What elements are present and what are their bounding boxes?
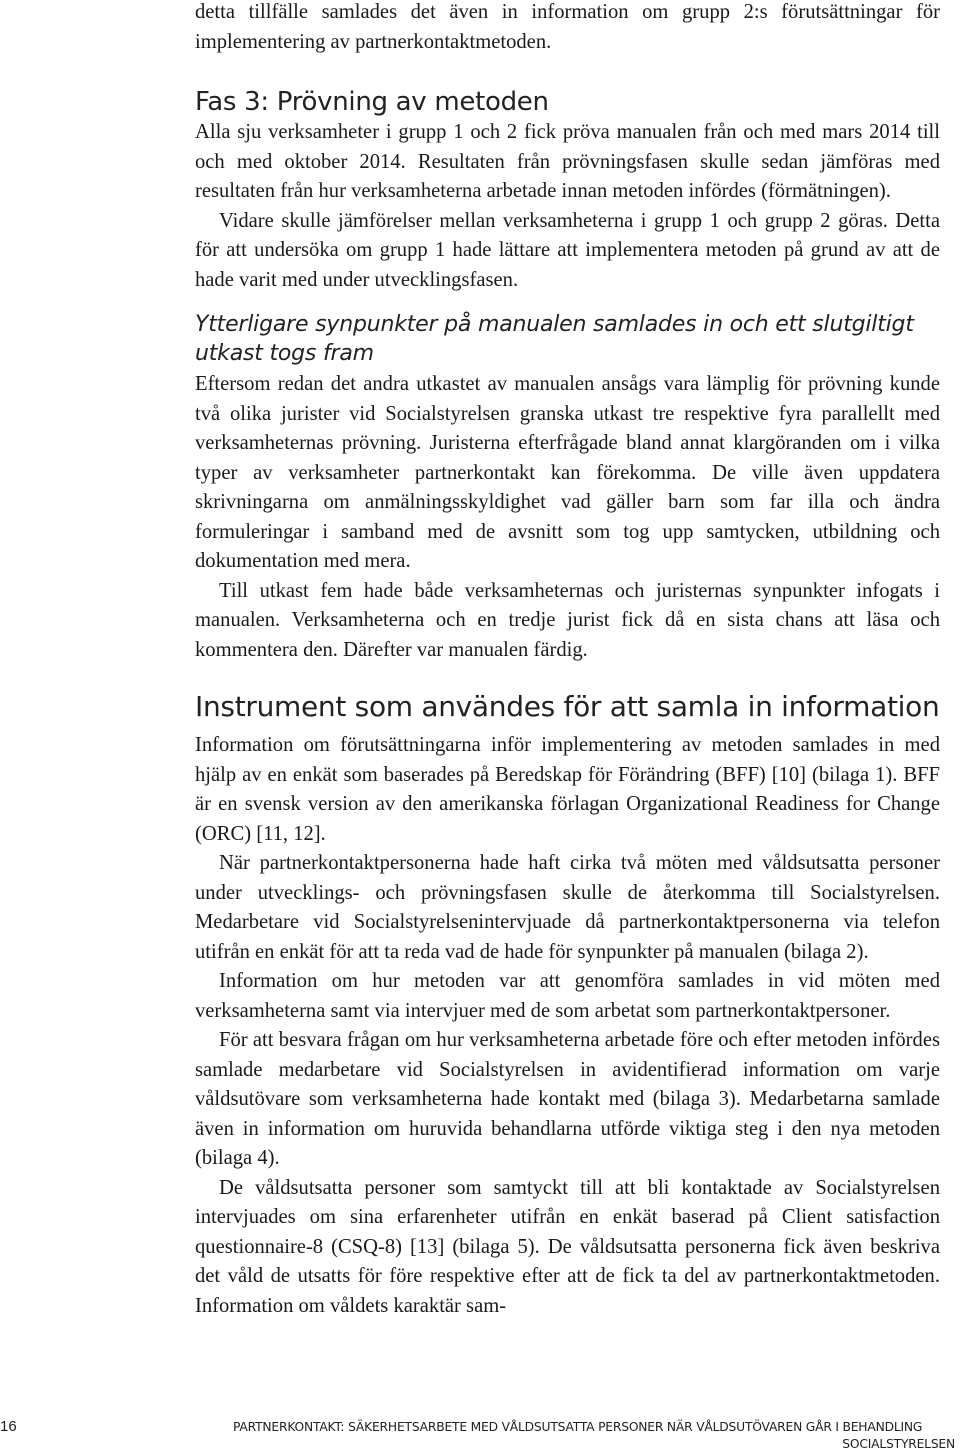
section-heading-instrument: Instrument som användes för att samla in information (195, 690, 940, 723)
instrument-paragraph-5: De våldsutsatta personer som samtyckt till att bli kontaktade av Socialstyrelsen intervjuades om sina erfarenheter utifrån en enkät baserad på Client satisfaction questionnaire-8 (CSQ-8) [13] (bilaga 5). De våldsutsatta personerna fick även beskriva det våld de utsatts för före respektive efter att de fick ta del av partnerkontaktmetoden. Information om våldets karaktär sam- (195, 1176, 940, 1317)
section-heading-fas3: Fas 3: Prövning av metoden (195, 87, 549, 117)
synpunkter-paragraph-2: Till utkast fem hade både verksamheternas och juristernas synpunkter infogats i manualen. Verksamheterna och en tredje jurist fick då en sista chans att läsa och kommentera den. Därefter var manualen färdig. (195, 579, 940, 661)
footer-publisher: SOCIALSTYRELSEN (842, 1437, 955, 1451)
instrument-paragraph-2: När partnerkontaktpersonerna hade haft cirka två möten med våldsutsatta personer under utvecklings- och prövningsfasen skulle de återkomma till Socialstyrelsen. Medarbetare vid Socialstyrelsenintervjuade då partnerkontaktpersonerna via telefon utifrån en enkät för att ta reda vad de hade för synpunkter på manualen (bilaga 2). (195, 852, 940, 963)
instrument-paragraph-4: För att besvara frågan om hur verksamheterna arbetade före och efter metoden infördes samlade medarbetare vid Socialstyrelsen in avidentifierad information om varje våldsutövare som verksamheterna hade kontakt med (bilaga 3). Medarbetarna samlade även in information om huruvida behandlarna utförde viktiga steg i den nya metoden (bilaga 4). (195, 1029, 940, 1169)
instrument-paragraph-1: Information om förutsättningarna inför implementering av metoden samlades in med hjälp av en enkät som baserades på Beredskap för Förändring (BFF) [10] (bilaga 1). BFF är en svensk version av den amerikanska förlagan Organizational Readiness for Change (ORC) [11, 12]. (195, 734, 940, 845)
continuation-paragraph: detta tillfälle samlades det även in information om grupp 2:s förutsättningar för implementering av partnerkontaktmetoden. (195, 1, 940, 53)
page-content (195, 0, 940, 1321)
subheading-synpunkter: Ytterligare synpunkter på manualen samlades in och ett slutgiltigt utkast togs fram (195, 312, 914, 366)
fas3-paragraph-1: Alla sju verksamheter i grupp 1 och 2 fick pröva manualen från och med mars 2014 till och med oktober 2014. Resultaten från prövningsfasen skulle sedan jämföras med resultaten från hur verksamheterna arbetade innan metoden infördes (förmätningen). (195, 121, 940, 202)
page-number: 16 (0, 1418, 17, 1435)
running-footer (233, 1419, 955, 1453)
instrument-paragraph-3: Information om hur metoden var att genomföra samlades in vid möten med verksamheterna samt via intervjuer med de som arbetat som partnerkontaktpersoner. (195, 970, 940, 1022)
footer-document-title: PARTNERKONTAKT: SÄKERHETSARBETE MED VÅLDSUTSATTA PERSONER NÄR VÅLDSUTÖVAREN GÅR I BEHANDLING (233, 1420, 923, 1434)
fas3-paragraph-2: Vidare skulle jämförelser mellan verksamheterna i grupp 1 och grupp 2 göras. Detta för att undersöka om grupp 1 hade lättare att implementera metoden på grund av att de hade varit med under utvecklingsfasen. (195, 209, 940, 291)
synpunkter-paragraph-1: Eftersom redan det andra utkastet av manualen ansågs vara lämplig för prövning kunde två olika jurister vid Socialstyrelsen granska utkast tre respektive fyra parallellt med verksamheternas prövning. Juristerna efterfrågade bland annat klargöranden om i vilka typer av verksamheter partnerkontakt kan förekomma. De ville även uppdatera skrivningarna om anmälningsskyldighet vad gäller barn som far illa och ändra formuleringar i samband med de avsnitt som tog upp samtycken, utbildning och dokumentation med mera. (195, 373, 940, 572)
